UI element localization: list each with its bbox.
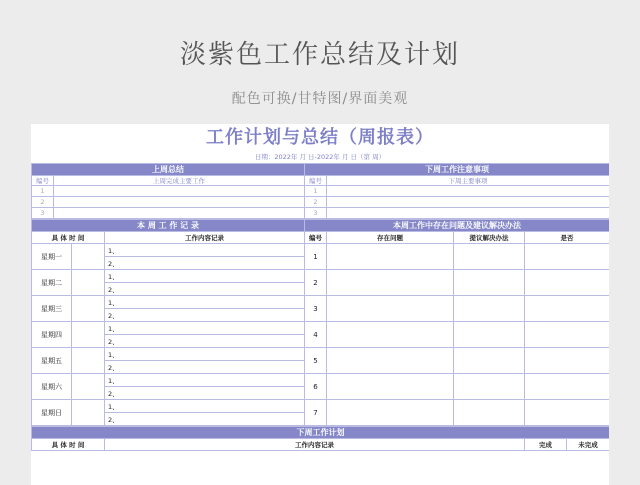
- issue-problem-cell[interactable]: [327, 400, 454, 426]
- next-notes-row-no: 1: [305, 186, 327, 197]
- issue-problem-cell[interactable]: [327, 296, 454, 322]
- last-week-row-cell[interactable]: [54, 197, 305, 208]
- record-line-2[interactable]: 2、: [105, 361, 305, 374]
- issue-yesno-cell[interactable]: [525, 296, 609, 322]
- next-notes-header: 下周工作注意事项: [305, 164, 610, 176]
- report-sheet: [31, 124, 609, 485]
- next-notes-col-task: 下周主要事项: [327, 176, 610, 186]
- record-day-spacer: [72, 270, 105, 296]
- record-day-spacer: [72, 348, 105, 374]
- issues-header: 本周工作中存在问题及建议解决办法: [305, 220, 609, 232]
- issue-no: 2: [305, 270, 327, 296]
- next-plan-table: [31, 426, 609, 451]
- last-week-col-task: 上周完成主要工作: [54, 176, 305, 186]
- next-plan-col-content: 工作内容记录: [105, 439, 525, 451]
- record-line-1[interactable]: 1、: [105, 348, 305, 361]
- issue-solution-cell[interactable]: [454, 400, 525, 426]
- next-notes-row-no: 2: [305, 197, 327, 208]
- sheet-title: 工作计划与总结（周报表）: [206, 127, 434, 148]
- record-line-1[interactable]: 1、: [105, 322, 305, 335]
- summary-table: [31, 163, 609, 219]
- record-day-spacer: [72, 244, 105, 270]
- record-day: 星期一: [32, 244, 72, 270]
- record-line-2[interactable]: 2、: [105, 283, 305, 296]
- issue-yesno-cell[interactable]: [525, 270, 609, 296]
- issue-yesno-cell[interactable]: [525, 374, 609, 400]
- issues-col-yesno: 是否: [525, 232, 609, 244]
- issue-yesno-cell[interactable]: [525, 348, 609, 374]
- issue-problem-cell[interactable]: [327, 244, 454, 270]
- next-notes-col-no: 编号: [305, 176, 327, 186]
- record-day: 星期四: [32, 322, 72, 348]
- record-line-1[interactable]: 1、: [105, 270, 305, 283]
- record-day-spacer: [72, 400, 105, 426]
- record-day: 星期六: [32, 374, 72, 400]
- issue-problem-cell[interactable]: [327, 374, 454, 400]
- record-line-1[interactable]: 1、: [105, 244, 305, 257]
- record-line-2[interactable]: 2、: [105, 309, 305, 322]
- record-day: 星期五: [32, 348, 72, 374]
- last-week-row-no: 2: [32, 197, 54, 208]
- record-day-spacer: [72, 322, 105, 348]
- issue-yesno-cell[interactable]: [525, 400, 609, 426]
- record-line-2[interactable]: 2、: [105, 413, 305, 426]
- issue-solution-cell[interactable]: [454, 296, 525, 322]
- last-week-row-cell[interactable]: [54, 186, 305, 197]
- date-line: 日期：2022年 月 日-2022年 月 日（第 周）: [254, 153, 386, 161]
- record-line-1[interactable]: 1、: [105, 296, 305, 309]
- record-col-content: 工作内容记录: [105, 232, 305, 244]
- record-day: 星期日: [32, 400, 72, 426]
- issue-solution-cell[interactable]: [454, 322, 525, 348]
- issue-solution-cell[interactable]: [454, 374, 525, 400]
- next-plan-col-done: 完成: [525, 439, 567, 451]
- record-day-spacer: [72, 374, 105, 400]
- issue-solution-cell[interactable]: [454, 270, 525, 296]
- record-line-2[interactable]: 2、: [105, 257, 305, 270]
- issue-solution-cell[interactable]: [454, 244, 525, 270]
- next-notes-row-cell[interactable]: [327, 186, 610, 197]
- issue-problem-cell[interactable]: [327, 322, 454, 348]
- banner-title: 淡紫色工作总结及计划: [179, 40, 460, 70]
- record-line-1[interactable]: 1、: [105, 400, 305, 413]
- issues-col-solution: 提议解决办法: [454, 232, 525, 244]
- record-day: 星期三: [32, 296, 72, 322]
- last-week-row-cell[interactable]: [54, 208, 305, 219]
- issue-no: 7: [305, 400, 327, 426]
- record-day: 星期二: [32, 270, 72, 296]
- next-notes-row-no: 3: [305, 208, 327, 219]
- record-line-2[interactable]: 2、: [105, 335, 305, 348]
- record-col-time: 具 体 时 间: [32, 232, 105, 244]
- issue-problem-cell[interactable]: [327, 270, 454, 296]
- issue-problem-cell[interactable]: [327, 348, 454, 374]
- last-week-col-no: 编号: [32, 176, 54, 186]
- issue-no: 5: [305, 348, 327, 374]
- last-week-row-no: 1: [32, 186, 54, 197]
- issues-col-no: 编号: [305, 232, 327, 244]
- issue-yesno-cell[interactable]: [525, 322, 609, 348]
- record-day-spacer: [72, 296, 105, 322]
- issue-yesno-cell[interactable]: [525, 244, 609, 270]
- next-notes-row-cell[interactable]: [327, 197, 610, 208]
- issues-col-problem: 存在问题: [327, 232, 454, 244]
- record-header: 本 周 工 作 记 录: [32, 220, 305, 232]
- issue-solution-cell[interactable]: [454, 348, 525, 374]
- issue-no: 6: [305, 374, 327, 400]
- issue-no: 4: [305, 322, 327, 348]
- next-plan-col-undone: 未完成: [567, 439, 610, 451]
- record-line-1[interactable]: 1、: [105, 374, 305, 387]
- next-notes-row-cell[interactable]: [327, 208, 610, 219]
- last-week-row-no: 3: [32, 208, 54, 219]
- banner-subtitle: 配色可换/甘特图/界面美观: [231, 91, 409, 107]
- last-week-header: 上周总结: [32, 164, 305, 176]
- record-line-2[interactable]: 2、: [105, 387, 305, 400]
- next-plan-header: 下周工作计划: [32, 427, 610, 439]
- next-plan-col-time: 具 体 时 间: [32, 439, 105, 451]
- issue-no: 3: [305, 296, 327, 322]
- issue-no: 1: [305, 244, 327, 270]
- record-table: [31, 219, 609, 426]
